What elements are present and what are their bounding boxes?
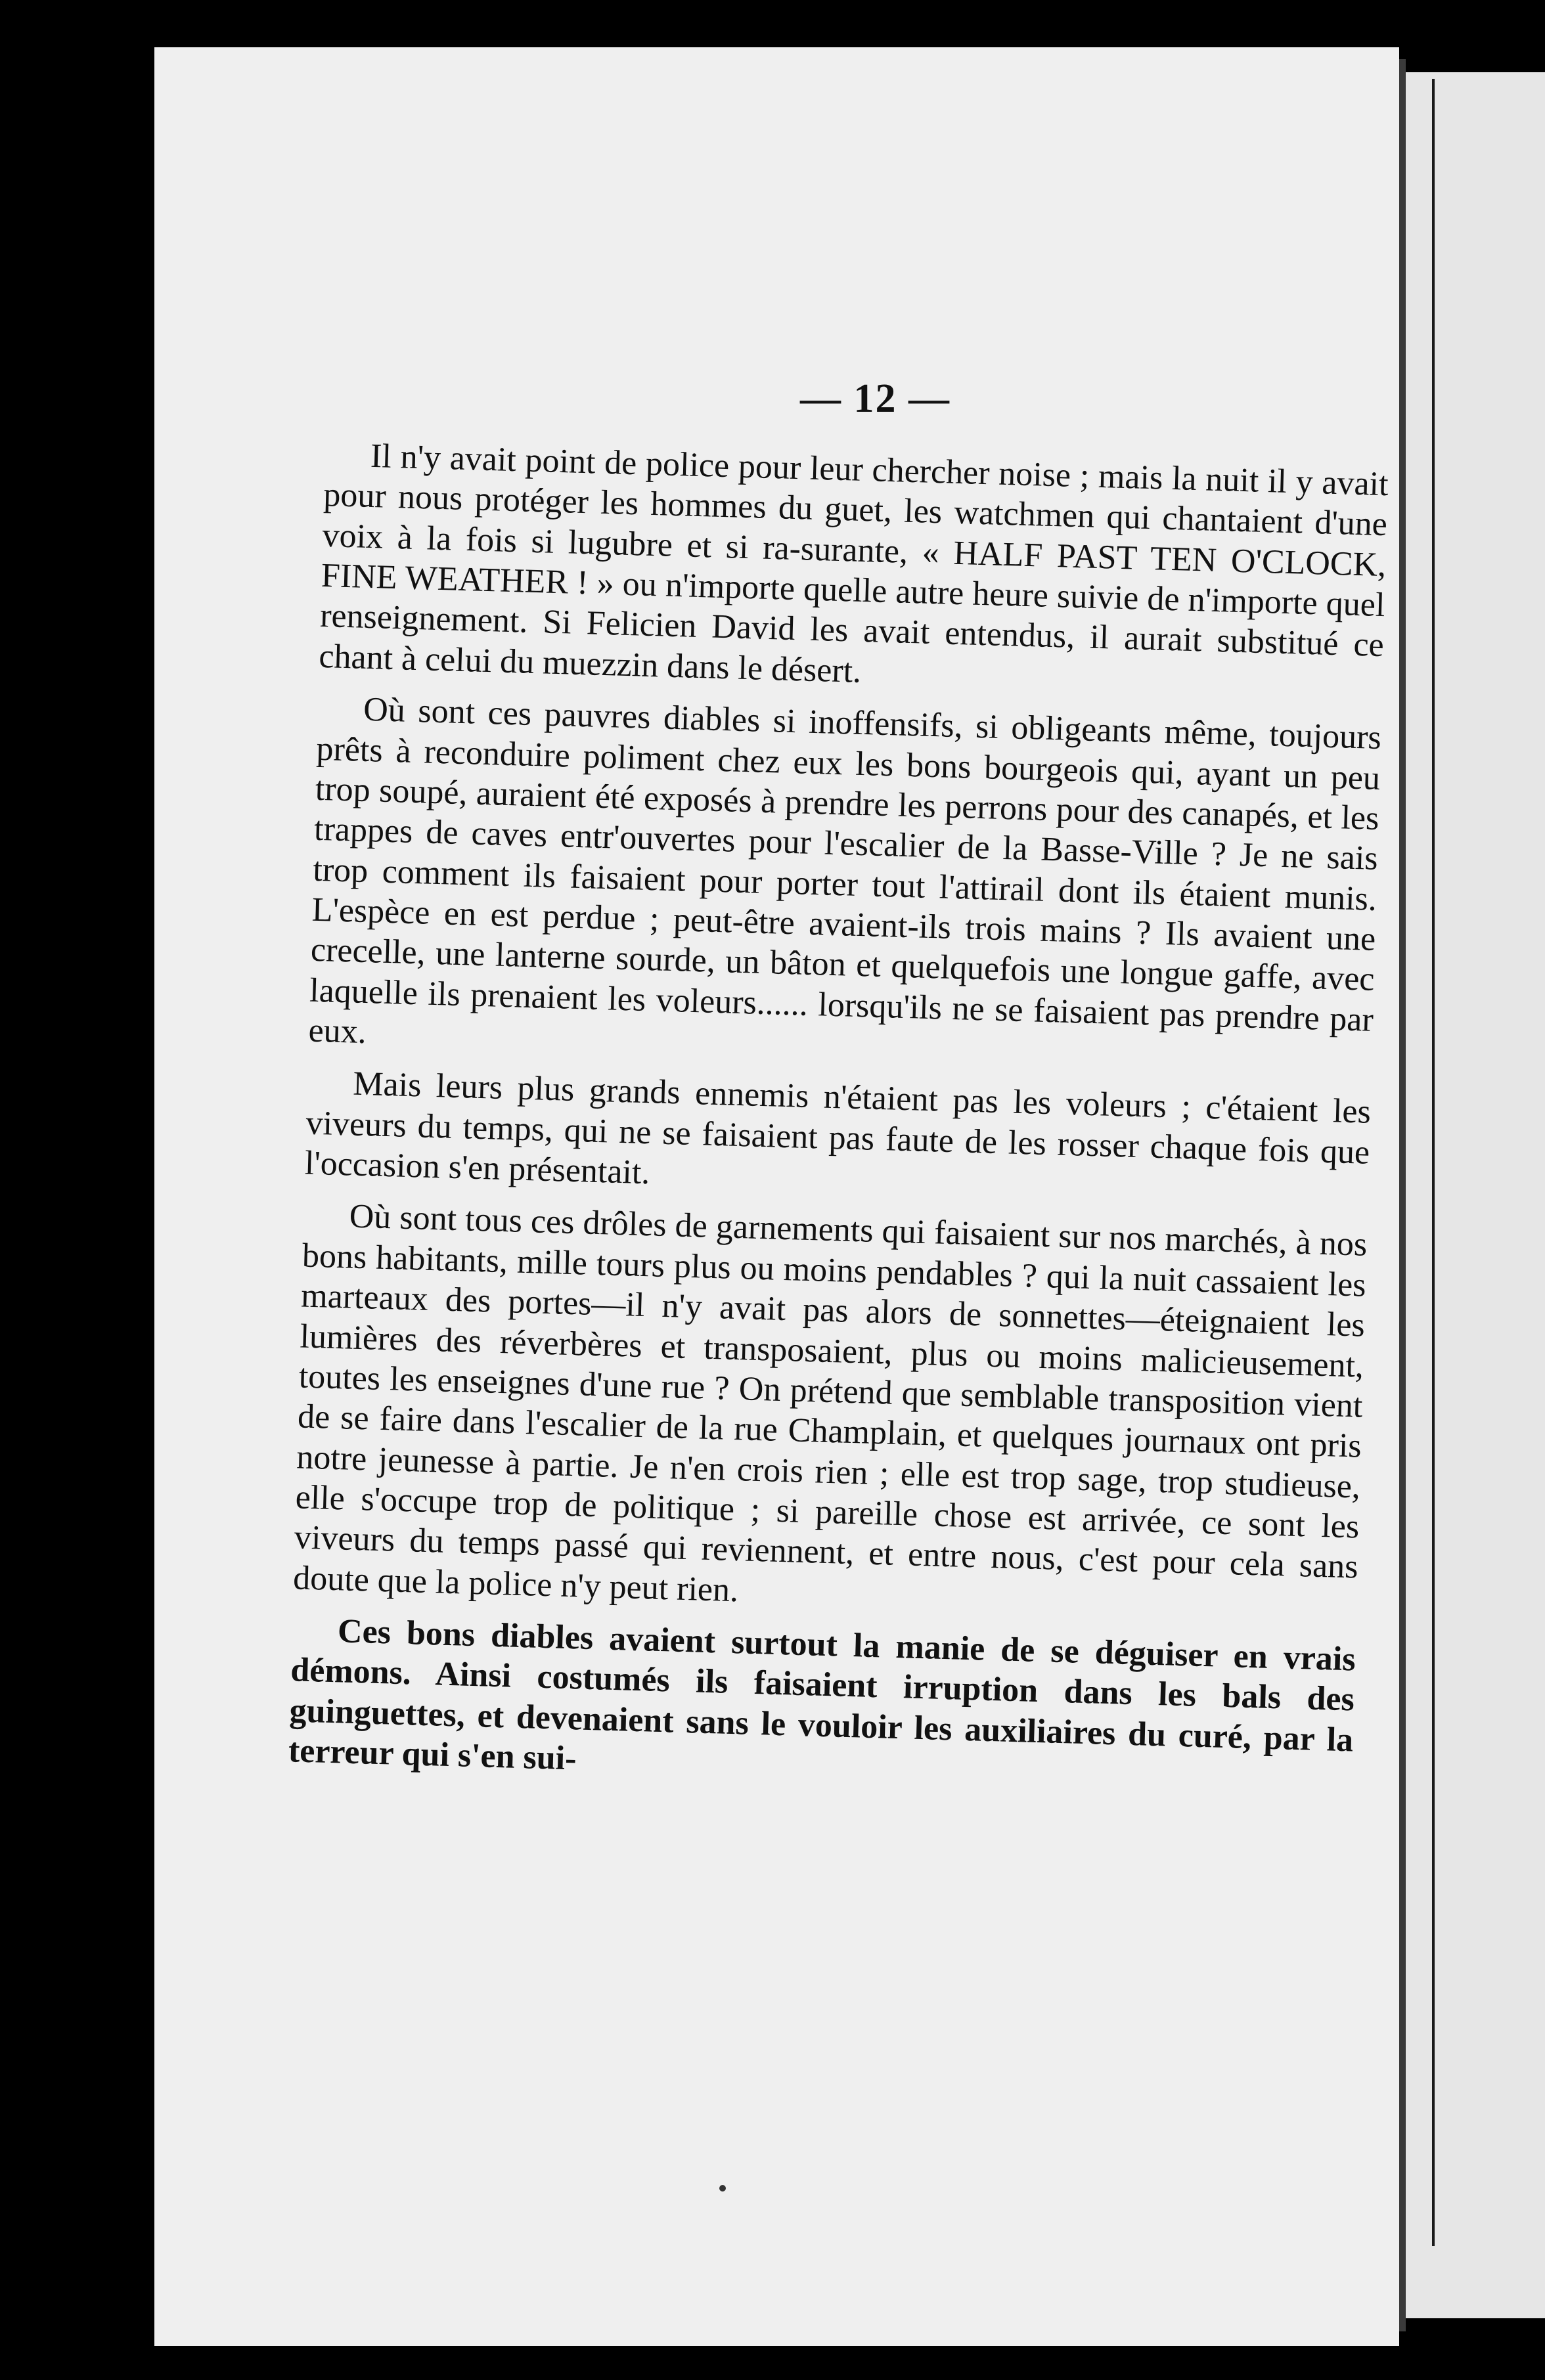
- paragraph-4: Où sont tous ces drôles de garnements qui faisaient sur nos marchés, à nos bons habitants, mille tours plus ou moins pendables ? qui la nuit cassaient les marteaux des portes—il n'y avait pas alors de sonnettes—éteignaient les lumières des réverbères et transposaient, plus ou moins malicieusement, toutes les enseignes d'une rue ? On prétend que semblable transposition vient de se faire dans l'escalier de la rue Champlain, et quelques journaux ont pris notre jeunesse à partie. Je n'en crois rien ; elle est trop sage, trop studieuse, elle s'occupe trop de politique ; si pareille chose est arrivée, ce sont les viveurs du temps passé qui reviennent, et entre nous, c'est pour cela sans doute que la police n'y peut rien.: [292, 1197, 1368, 1609]
- paragraph-2: Où sont ces pauvres diables si inoffensifs, si obligeants même, toujours prêts à reconduire poliment chez eux les bons bourgeois qui, ayant un peu trop soupé, auraient été exposés à prendre les perrons pour des canapés, et les trappes de caves entr'ouvertes pour l'escalier de la Basse-Ville ? Je ne sais trop comment ils faisaient pour porter tout l'attirail dont ils étaient munis. L'espèce en est perdue ; peut-être avaient-ils trois mains ? Ils avaient une crecelle, une lanterne sourde, un bâton et quelquefois une longue gaffe, avec laquelle ils prenaient les voleurs...... lorsqu'ils ne se faisaient pas prendre par eux.: [307, 690, 1382, 1051]
- paragraph-5: Ces bons diables avaient surtout la manie de se déguiser en vrais démons. Ainsi costumés ils faisaient irruption dans les bals des guinguettes, et devenaient sans le vouloir les auxiliaires du curé, par la terreur qui s'en sui-: [288, 1612, 1356, 1778]
- book-page: [154, 47, 1399, 2346]
- facing-page: [1406, 72, 1545, 2318]
- page-edge: [1399, 59, 1406, 2331]
- paragraph-3: Mais leurs plus grands ennemis n'étaient pas les voleurs ; c'étaient les viveurs du temps, qui ne se faisaient pas faute de les rosser chaque fois que l'occasion s'en présentait.: [304, 1065, 1372, 1192]
- ink-speck: [719, 2185, 726, 2192]
- paragraph-1: Il n'y avait point de police pour leur chercher noise ; mais la nuit il y avait pour nous protéger les hommes du guet, les watchmen qui chantaient d'une voix à la fois si lugubre et si ra-surante, « HALF PAST TEN O'CLOCK, FINE WEATHER ! » ou n'importe quelle autre heure suivie de n'importe quel renseignement. Si Felicien David les avait entendus, il aurait substitué ce chant à celui du muezzin dans le désert.: [318, 437, 1389, 690]
- facing-page-edge: [1432, 79, 1435, 2246]
- page-number: — 12 —: [800, 376, 951, 421]
- body-text: [288, 435, 1389, 1813]
